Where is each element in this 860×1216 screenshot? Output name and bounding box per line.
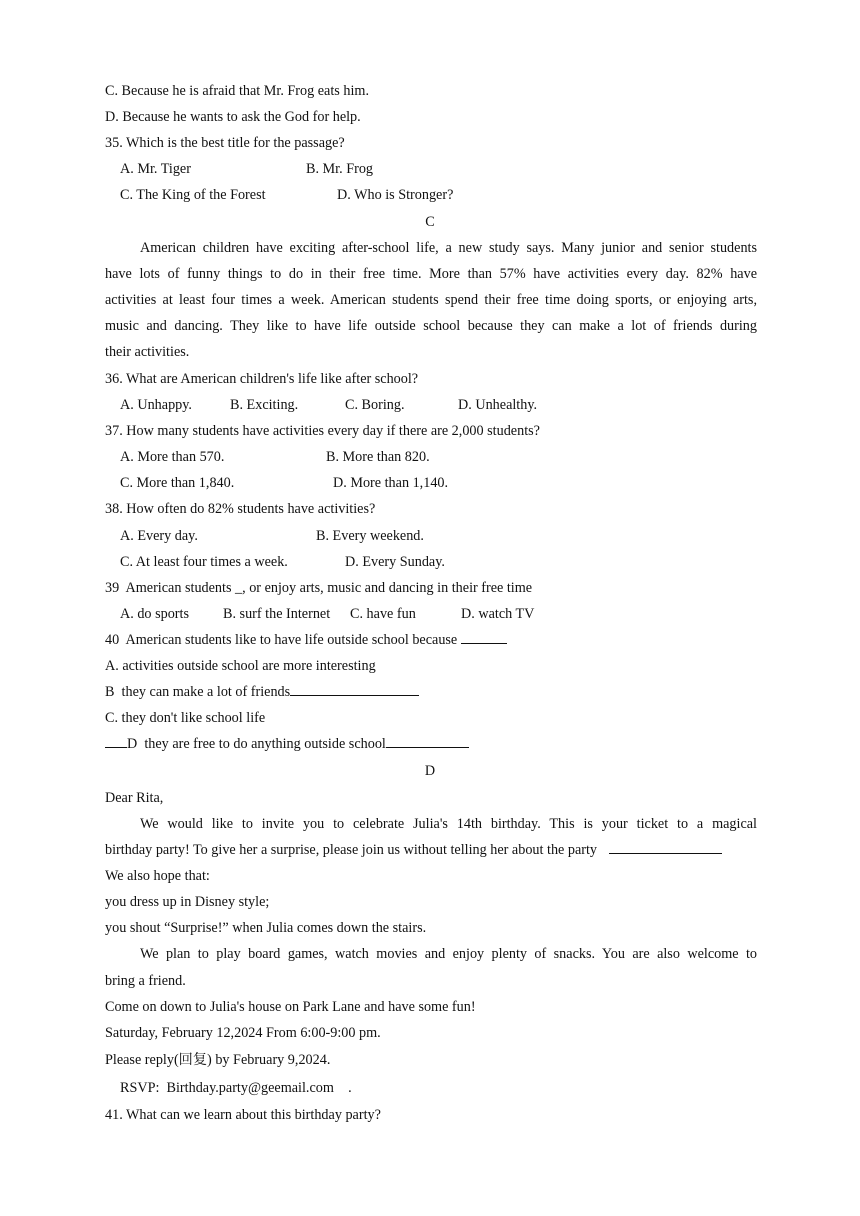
para1-line-1: We would like to invite you to celebrate Julia's 14th birthday. This is your ticket to a magical bbox=[140, 816, 757, 832]
blank-line bbox=[386, 735, 469, 748]
q36-option-c: C. Boring. bbox=[345, 397, 405, 413]
q34-option-c: C. Because he is afraid that Mr. Frog eats him. bbox=[105, 83, 369, 99]
q39-stem: 39 American students _, or enjoy arts, music and dancing in their free time bbox=[105, 580, 533, 596]
q34-option-d: D. Because he wants to ask the God for help. bbox=[105, 109, 361, 125]
q37-option-a: A. More than 570. bbox=[120, 449, 225, 465]
rsvp-line: RSVP: Birthday.party@geemail.com . bbox=[120, 1080, 352, 1096]
answer-blank[interactable] bbox=[461, 631, 507, 644]
q40-option-b: B they can make a lot of friends bbox=[105, 684, 291, 700]
q38-option-c: C. At least four times a week. bbox=[120, 554, 288, 570]
section-c-heading: C bbox=[425, 214, 435, 230]
hope-item-2: you shout “Surprise!” when Julia comes down the stairs. bbox=[105, 920, 427, 936]
para1-line-2-wrap bbox=[105, 841, 722, 859]
q39-option-d: D. watch TV bbox=[461, 606, 535, 622]
reply-line: Please reply(回复) by February 9,2024. bbox=[105, 1052, 331, 1068]
q36-stem: 36. What are American children's life like after school? bbox=[105, 371, 419, 387]
passage-c-line-1: American children have exciting after-school life, a new study says. Many junior and senior students bbox=[140, 240, 757, 256]
q39-option-c: C. have fun bbox=[350, 606, 416, 622]
q37-option-c: C. More than 1,840. bbox=[120, 475, 235, 491]
q40-stem: 40 American students like to have life outside school because bbox=[105, 632, 458, 648]
q36-option-a: A. Unhappy. bbox=[120, 397, 192, 413]
q39-option-b: B. surf the Internet bbox=[223, 606, 331, 622]
section-d-heading: D bbox=[424, 763, 436, 779]
q39-option-a: A. do sports bbox=[120, 606, 189, 622]
passage-c-line-2: have lots of funny things to do in their free time. More than 57% have activities every day. 82% have bbox=[105, 266, 757, 282]
q40-option-a: A. activities outside school are more interesting bbox=[105, 658, 376, 674]
q40-option-d: D they are free to do anything outside school bbox=[127, 736, 386, 752]
q40-option-b-line bbox=[105, 683, 419, 701]
q35-option-d: D. Who is Stronger? bbox=[337, 187, 454, 203]
passage-c-line-4: music and dancing. They like to have life outside school because they can make a lot of friends during bbox=[105, 318, 757, 334]
q38-option-d: D. Every Sunday. bbox=[345, 554, 445, 570]
q38-option-a: A. Every day. bbox=[120, 528, 198, 544]
come-line: Come on down to Julia's house on Park Lane and have some fun! bbox=[105, 999, 476, 1015]
q36-option-d: D. Unhealthy. bbox=[458, 397, 538, 413]
passage-c-line-3: activities at least four times a week. American students spend their free time doing sports, or enjoying arts, bbox=[105, 292, 757, 308]
salutation: Dear Rita, bbox=[105, 790, 164, 806]
q41-stem: 41. What can we learn about this birthday party? bbox=[105, 1107, 381, 1123]
q37-option-d: D. More than 1,140. bbox=[333, 475, 449, 491]
q36-option-b: B. Exciting. bbox=[230, 397, 299, 413]
party-date: Saturday, February 12,2024 From 6:00-9:00 pm. bbox=[105, 1025, 381, 1041]
q35-option-a: A. Mr. Tiger bbox=[120, 161, 191, 177]
q35-option-b: B. Mr. Frog bbox=[306, 161, 374, 177]
para2-line-2: bring a friend. bbox=[105, 973, 186, 989]
q38-stem: 38. How often do 82% students have activities? bbox=[105, 501, 376, 517]
q35-stem: 35. Which is the best title for the passage? bbox=[105, 135, 345, 151]
hope-heading: We also hope that: bbox=[105, 868, 210, 884]
q35-option-c: C. The King of the Forest bbox=[120, 187, 266, 203]
q40-option-d-line bbox=[105, 735, 469, 753]
blank-line bbox=[609, 841, 722, 854]
q38-option-b: B. Every weekend. bbox=[316, 528, 424, 544]
para1-line-2: birthday party! To give her a surprise, please join us without telling her about the party bbox=[105, 842, 598, 858]
q37-stem: 37. How many students have activities every day if there are 2,000 students? bbox=[105, 423, 540, 439]
para2-line-1: We plan to play board games, watch movies and enjoy plenty of snacks. You are also welcome to bbox=[140, 946, 757, 962]
blank-line bbox=[105, 735, 127, 748]
q40-option-c: C. they don't like school life bbox=[105, 710, 266, 726]
q37-option-b: B. More than 820. bbox=[326, 449, 430, 465]
passage-c-line-5: their activities. bbox=[105, 344, 190, 360]
hope-item-1: you dress up in Disney style; bbox=[105, 894, 270, 910]
blank-line bbox=[290, 683, 419, 696]
q40-stem-line bbox=[105, 631, 507, 649]
